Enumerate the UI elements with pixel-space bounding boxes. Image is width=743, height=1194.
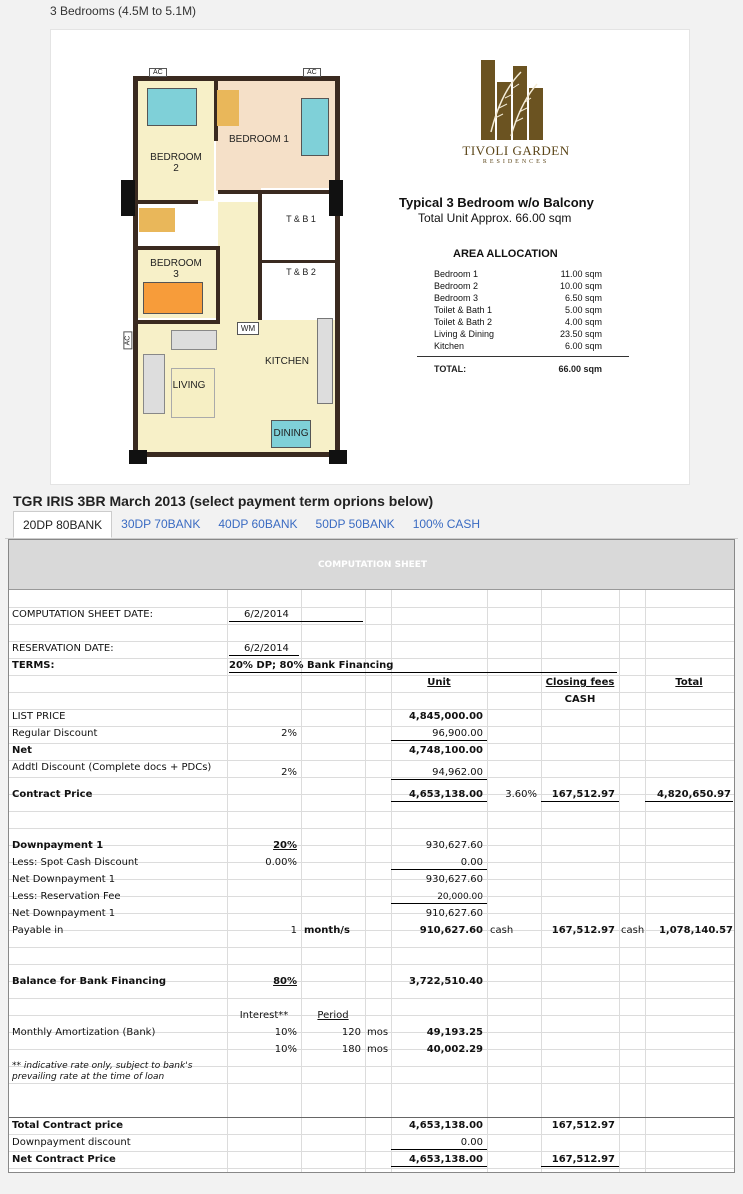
list-item: Kitchen 6.00 sqm: [434, 341, 602, 351]
net-dp2: 910,627.60: [425, 908, 483, 919]
tcp-label: Total Contract price: [12, 1120, 124, 1131]
tcp-closing: 167,512.97: [551, 1120, 615, 1131]
unit-area: Total Unit Approx. 66.00 sqm: [418, 211, 572, 225]
spot-discount-label: Less: Spot Cash Discount: [12, 857, 139, 868]
ac-label: AC: [303, 68, 321, 77]
amort2-value: 40,002.29: [426, 1044, 483, 1055]
dp1-value: 930,627.60: [425, 840, 483, 851]
dp-discount-label: Downpayment discount: [12, 1137, 131, 1148]
floor-plan-drawing: [121, 68, 361, 468]
dp-discount: 0.00: [391, 1137, 487, 1150]
logo-sub: RESIDENCES: [482, 159, 550, 165]
list-price: 4,845,000.00: [408, 711, 483, 722]
col-unit: Unit: [427, 677, 451, 688]
payable-total: 1,078,140.57: [658, 925, 733, 936]
list-item: Bedroom 1 11.00 sqm: [434, 269, 602, 279]
payable-unit: month/s: [304, 925, 350, 936]
tab-100-cash[interactable]: 100% CASH: [412, 517, 481, 531]
ncp-value: 4,653,138.00: [391, 1154, 487, 1167]
unit-title: Typical 3 Bedroom w/o Balcony: [399, 195, 594, 210]
page-subtitle: 3 Bedrooms (4.5M to 5.1M): [50, 4, 197, 18]
floor-plan-card: [50, 29, 690, 485]
tivoli-garden-logo: [451, 60, 581, 170]
addtl-discount: 94,962.00: [391, 767, 487, 780]
amort1-value: 49,193.25: [426, 1027, 483, 1038]
dining-label: DINING: [273, 428, 309, 439]
tab-40dp-60bank[interactable]: 40DP 60BANK: [218, 517, 298, 531]
list-item: Toilet & Bath 2 4.00 sqm: [434, 317, 602, 327]
tb2-label: T & B 2: [286, 267, 316, 277]
tab-30dp-70bank[interactable]: 30DP 70BANK: [121, 517, 201, 531]
balance-label: Balance for Bank Financing: [12, 976, 166, 987]
logo-name: TIVOLI GARDEN: [462, 143, 570, 158]
reservation-fee: 20,000.00: [391, 891, 487, 904]
net-dp2-label: Net Downpayment 1: [12, 908, 116, 919]
amort2-period: 180: [341, 1044, 361, 1055]
payment-term-tabs: [13, 511, 489, 539]
computation-sheet: [8, 539, 735, 1173]
amortization-label: Monthly Amortization (Bank): [12, 1027, 156, 1038]
kitchen-label: KITCHEN: [265, 356, 309, 367]
payable-label: Payable in: [12, 925, 64, 936]
amort2-unit: mos: [367, 1044, 389, 1055]
col-total: Total: [675, 677, 703, 688]
list-item: Toilet & Bath 1 5.00 sqm: [434, 305, 602, 315]
ac-label: AC: [123, 332, 132, 350]
net-value: 4,748,100.00: [408, 745, 483, 756]
reservation-fee-label: Less: Reservation Fee: [12, 891, 121, 902]
addtl-discount-label: Addtl Discount (Complete docs + PDCs): [12, 762, 212, 773]
col-closing-fees: Closing fees: [545, 677, 615, 688]
payable-amount: 910,627.60: [419, 925, 483, 936]
bedroom3-label: BEDROOM 3: [150, 258, 202, 280]
dp1-label: Downpayment 1: [12, 840, 104, 851]
tab-50dp-50bank[interactable]: 50DP 50BANK: [315, 517, 395, 531]
bedroom1-label: BEDROOM 1: [228, 134, 289, 145]
list-item: Bedroom 2 10.00 sqm: [434, 281, 602, 291]
list-item: Bedroom 3 6.50 sqm: [434, 293, 602, 303]
net-dp1: 930,627.60: [425, 874, 483, 885]
net-label: Net: [12, 745, 32, 756]
rate-note: ** indicative rate only, subject to bank's prevailing rate at the time of loan: [12, 1061, 193, 1082]
interest-header: Interest**: [239, 1010, 289, 1021]
contract-price-label: Contract Price: [12, 789, 93, 800]
regular-discount-label: Regular Discount: [12, 728, 98, 739]
regular-discount: 96,900.00: [391, 728, 487, 741]
addtl-discount-pct: 2%: [281, 767, 297, 778]
payable-cash-2: cash: [621, 925, 644, 936]
col-closing-cash: CASH: [564, 694, 596, 705]
payable-months: 1: [290, 925, 297, 936]
contract-total: 4,820,650.97: [645, 789, 733, 802]
divider: [417, 356, 629, 357]
area-allocation-title: AREA ALLOCATION: [453, 248, 558, 260]
reservation-date: 6/2/2014: [229, 643, 299, 656]
living-label: LIVING: [172, 380, 206, 391]
net-dp1-label: Net Downpayment 1: [12, 874, 116, 885]
regular-discount-pct: 2%: [281, 728, 297, 739]
ncp-label: Net Contract Price: [12, 1154, 116, 1165]
contract-price: 4,653,138.00: [391, 789, 487, 802]
spot-discount: 0.00: [391, 857, 487, 870]
terms-value: 20% DP; 80% Bank Financing: [229, 660, 617, 673]
closing-fees: 167,512.97: [541, 789, 619, 802]
ac-label: AC: [149, 68, 167, 77]
list-item: Living & Dining 23.50 sqm: [434, 329, 602, 339]
tcp-value: 4,653,138.00: [408, 1120, 483, 1131]
wm-label: WM: [237, 322, 259, 335]
payable-cash-1: cash: [490, 925, 514, 936]
ncp-closing: 167,512.97: [541, 1154, 619, 1167]
amort1-period: 120: [341, 1027, 361, 1038]
computation-date: 6/2/2014: [229, 609, 363, 622]
period-header: Period: [317, 1010, 349, 1021]
closing-pct: 3.60%: [505, 789, 537, 800]
area-total: TOTAL: 66.00 sqm: [434, 364, 602, 374]
balance-pct: 80%: [273, 976, 297, 987]
computation-date-label: COMPUTATION SHEET DATE:: [12, 609, 153, 620]
sheet-header: COMPUTATION SHEET: [9, 540, 735, 590]
bedroom2-label: BEDROOM 2: [150, 152, 202, 174]
terms-label: TERMS:: [12, 660, 55, 671]
leaf-icon: [481, 62, 543, 140]
reservation-date-label: RESERVATION DATE:: [12, 643, 114, 654]
area-allocation-list: [434, 268, 602, 352]
amort1-unit: mos: [367, 1027, 389, 1038]
spot-discount-pct: 0.00%: [265, 857, 297, 868]
section-title: TGR IRIS 3BR March 2013 (select payment term oprions below): [13, 493, 434, 509]
payable-closing: 167,512.97: [551, 925, 615, 936]
list-price-label: LIST PRICE: [12, 711, 66, 722]
dp1-pct: 20%: [273, 840, 297, 851]
amort1-rate: 10%: [274, 1027, 297, 1038]
tab-20dp-80bank[interactable]: 20DP 80BANK: [13, 511, 112, 538]
balance-value: 3,722,510.40: [408, 976, 483, 987]
tb1-label: T & B 1: [286, 214, 316, 224]
amort2-rate: 10%: [274, 1044, 297, 1055]
